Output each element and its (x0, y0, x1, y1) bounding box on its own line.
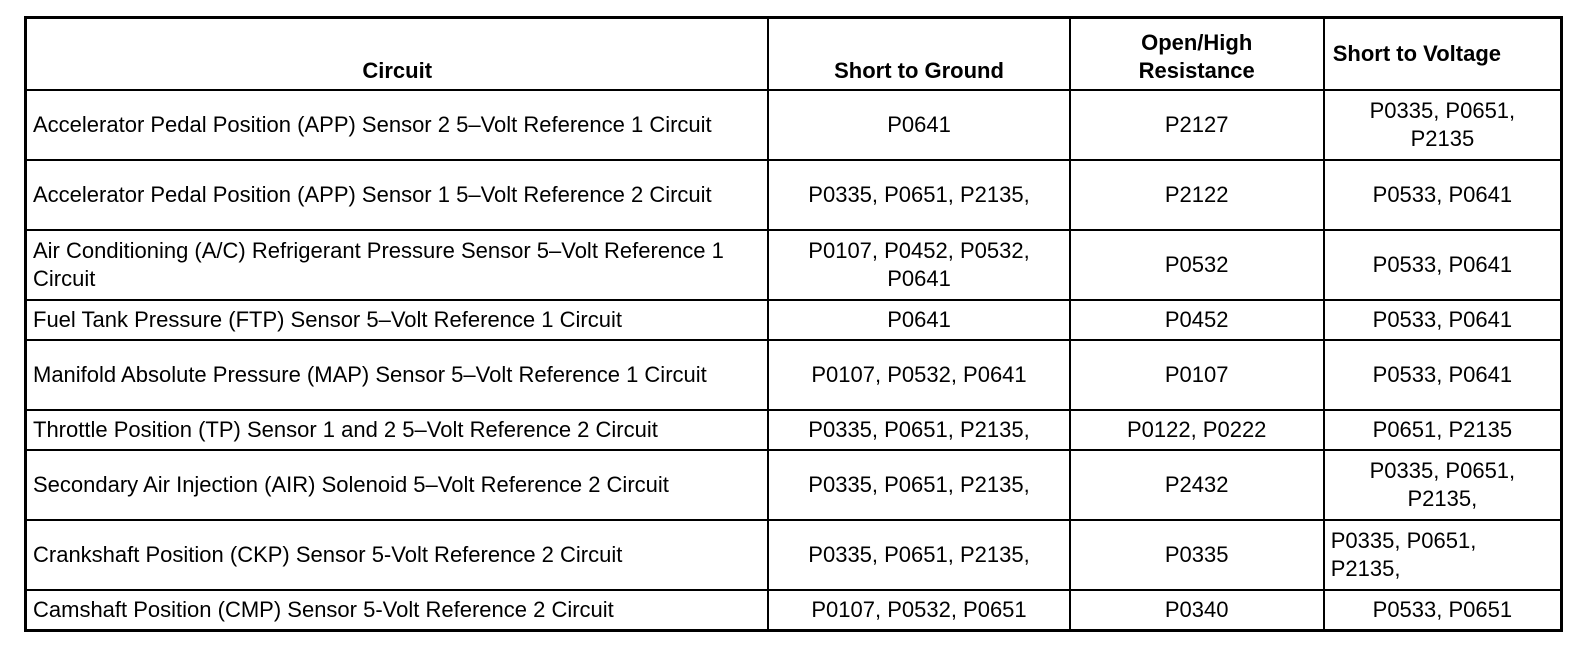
table-row (26, 90, 1562, 160)
circuit-cell: Fuel Tank Pressure (FTP) Sensor 5–Volt Reference 1 Circuit (26, 300, 769, 340)
short-to-ground-cell: P0641 (768, 90, 1069, 160)
short-to-ground-cell: P0335, P0651, P2135, (768, 520, 1069, 590)
circuit-cell: Secondary Air Injection (AIR) Solenoid 5–Volt Reference 2 Circuit (26, 450, 769, 520)
short-to-voltage-cell: P0651, P2135 (1324, 410, 1562, 450)
short-to-voltage-cell: P0533, P0641 (1324, 230, 1562, 300)
short-to-ground-cell: P0107, P0532, P0651 (768, 590, 1069, 630)
open-high-label: Open/High (1141, 30, 1253, 55)
short-to-voltage-cell: P0533, P0641 (1324, 340, 1562, 410)
short-to-ground-cell: P0107, P0532, P0641 (768, 340, 1069, 410)
table-row (26, 300, 1562, 340)
open-high-resistance-cell: P0107 (1070, 340, 1324, 410)
open-high-resistance-cell: P2432 (1070, 450, 1324, 520)
short-to-ground-cell: P0107, P0452, P0532, P0641 (768, 230, 1069, 300)
table-row (26, 160, 1562, 230)
column-header-open-high-resistance (1070, 18, 1324, 91)
short-to-voltage-cell: P0335, P0651, P2135, (1324, 450, 1562, 520)
short-to-voltage-cell: P0335, P0651, P2135, (1324, 520, 1562, 590)
short-to-voltage-cell: P0533, P0641 (1324, 300, 1562, 340)
table-row (26, 520, 1562, 590)
circuit-cell: Manifold Absolute Pressure (MAP) Sensor 5–Volt Reference 1 Circuit (26, 340, 769, 410)
table-header-row (26, 18, 1562, 91)
open-high-resistance-cell: P2122 (1070, 160, 1324, 230)
circuit-cell: Crankshaft Position (CKP) Sensor 5-Volt Reference 2 Circuit (26, 520, 769, 590)
circuit-cell: Accelerator Pedal Position (APP) Sensor 1 5–Volt Reference 2 Circuit (26, 160, 769, 230)
circuit-cell: Air Conditioning (A/C) Refrigerant Pressure Sensor 5–Volt Reference 1 Circuit (26, 230, 769, 300)
column-header-circuit: Circuit (26, 18, 769, 91)
short-to-ground-cell: P0641 (768, 300, 1069, 340)
short-to-voltage-cell: P0335, P0651, P2135 (1324, 90, 1562, 160)
open-high-resistance-cell: P0335 (1070, 520, 1324, 590)
open-high-resistance-cell: P0122, P0222 (1070, 410, 1324, 450)
circuit-cell: Throttle Position (TP) Sensor 1 and 2 5–Volt Reference 2 Circuit (26, 410, 769, 450)
short-to-voltage-cell: P0533, P0651 (1324, 590, 1562, 630)
short-to-ground-cell: P0335, P0651, P2135, (768, 450, 1069, 520)
circuit-cell: Accelerator Pedal Position (APP) Sensor 2 5–Volt Reference 1 Circuit (26, 90, 769, 160)
resistance-label: Resistance (1138, 58, 1255, 83)
circuit-cell: Camshaft Position (CMP) Sensor 5-Volt Reference 2 Circuit (26, 590, 769, 630)
table-row (26, 340, 1562, 410)
dtc-circuit-table (24, 16, 1563, 632)
table-row (26, 450, 1562, 520)
short-to-ground-cell: P0335, P0651, P2135, (768, 410, 1069, 450)
open-high-resistance-cell: P0532 (1070, 230, 1324, 300)
table-row (26, 590, 1562, 630)
short-to-ground-cell: P0335, P0651, P2135, (768, 160, 1069, 230)
column-header-short-to-ground: Short to Ground (768, 18, 1069, 91)
table-row (26, 230, 1562, 300)
column-header-short-to-voltage: Short to Voltage (1324, 18, 1562, 91)
open-high-resistance-cell: P2127 (1070, 90, 1324, 160)
short-to-voltage-cell: P0533, P0641 (1324, 160, 1562, 230)
open-high-resistance-cell: P0340 (1070, 590, 1324, 630)
open-high-resistance-cell: P0452 (1070, 300, 1324, 340)
table-row (26, 410, 1562, 450)
